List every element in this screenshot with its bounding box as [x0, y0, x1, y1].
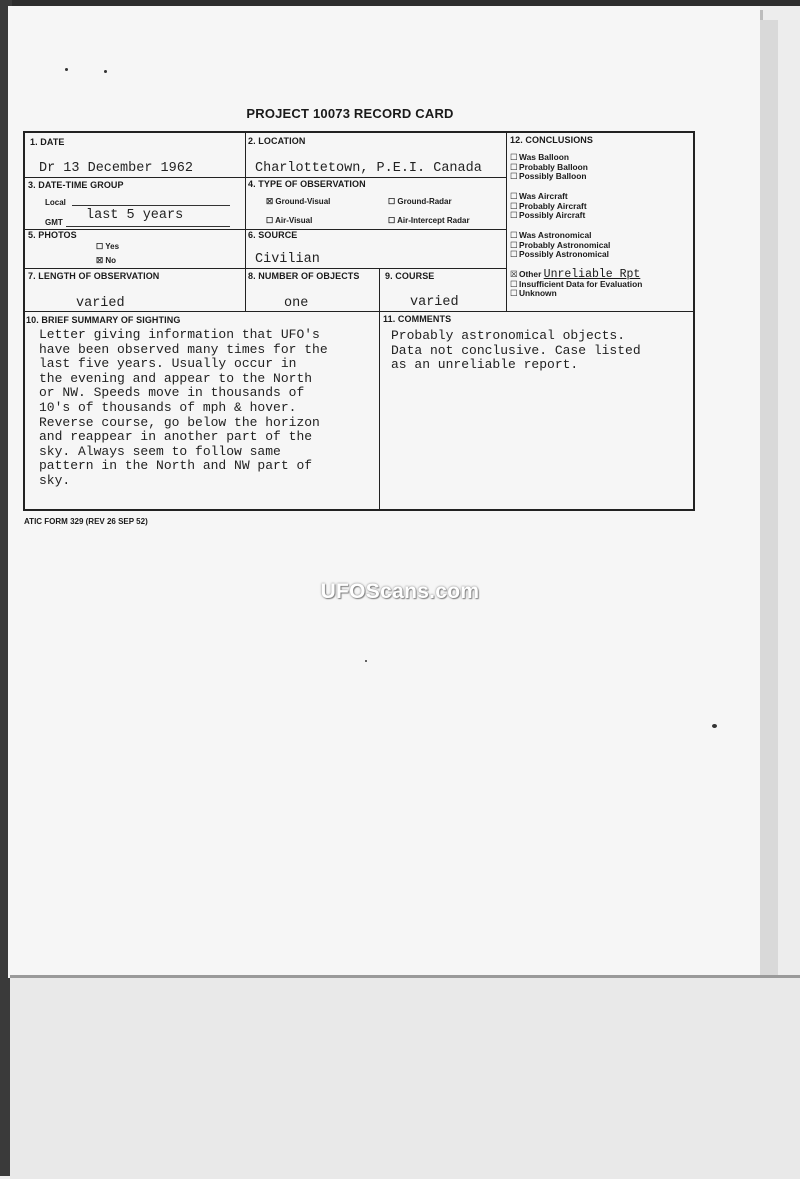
source-value: Civilian	[255, 252, 320, 267]
dtg-gmt-label: GMT	[45, 218, 63, 227]
conclusion-item: ☐Probably Balloon	[510, 161, 588, 172]
course-label: 9. COURSE	[385, 271, 435, 281]
conclusion-item: ☐Unknown	[510, 288, 557, 299]
conclusion-item: ☐Was Aircraft	[510, 191, 568, 201]
source-label: 6. SOURCE	[248, 230, 298, 240]
conclusion-item: ☐Was Astronomical	[510, 230, 592, 240]
date-value: Dr 13 December 1962	[39, 161, 193, 176]
photos-yes-checkbox: ☐ Yes	[96, 242, 120, 251]
scan-speck	[365, 660, 367, 662]
divider	[25, 311, 695, 312]
conclusions-group-aircraft	[510, 192, 587, 221]
conclusion-item: ☐Possibly Astronomical	[510, 249, 609, 260]
observation-type-label: 4. TYPE OF OBSERVATION	[248, 179, 366, 189]
watermark: UFOScans.com	[320, 580, 480, 603]
objects-value: one	[284, 296, 309, 311]
divider	[245, 133, 246, 311]
dtg-value: last 5 years	[86, 208, 184, 223]
dtg-label: 3. DATE-TIME GROUP	[28, 180, 124, 190]
conclusion-item: ☐Possibly Balloon	[510, 171, 587, 182]
conclusions-group-other	[510, 270, 642, 299]
scan-speck	[712, 724, 717, 728]
date-label: 1. DATE	[30, 137, 65, 147]
divider	[25, 177, 506, 178]
gmt-line	[66, 226, 230, 227]
conclusions-group-balloon	[510, 153, 588, 182]
photos-no-checkbox: ☒ No	[96, 256, 117, 265]
photos-label: 5. PHOTOS	[28, 230, 77, 240]
comments-text: Probably astronomical objects. Data not conclusive. Case listed as an unreliable report.	[391, 328, 641, 373]
conclusion-other: ☒Other Unreliable Rpt	[510, 268, 641, 281]
location-label: 2. LOCATION	[248, 136, 306, 146]
card-title: PROJECT 10073 RECORD CARD	[246, 106, 454, 121]
scan-speck	[104, 70, 107, 73]
dtg-local-label: Local	[45, 198, 66, 207]
local-line	[72, 205, 230, 206]
ground-visual-checkbox: ☒ Ground-Visual	[266, 197, 331, 206]
summary-text: Letter giving information that UFO's have been observed many times for the last five years. Usually occur in the evening and appear to the North or NW. Speeds move in thousands of 10's of thousands of mph & hover. Reverse course, go below the horizon and reappear in another part of the sky. Always seem to follow same pattern in the North and NW part of sky.	[39, 327, 328, 488]
conclusion-item: ☐Possibly Aircraft	[510, 210, 586, 221]
lower-sheet	[10, 975, 800, 1179]
ground-radar-checkbox: ☐ Ground-Radar	[388, 197, 452, 206]
divider	[25, 268, 506, 269]
length-label: 7. LENGTH OF OBSERVATION	[28, 271, 160, 281]
conclusions-group-astronomical	[510, 231, 610, 260]
conclusion-item: ☐Probably Aircraft	[510, 200, 587, 211]
scan-speck	[65, 68, 68, 71]
air-intercept-checkbox: ☐ Air-Intercept Radar	[388, 216, 470, 225]
divider	[506, 133, 507, 311]
form-footer: ATIC FORM 329 (REV 26 SEP 52)	[24, 517, 148, 526]
conclusions-label: 12. CONCLUSIONS	[510, 135, 594, 145]
comments-label: 11. COMMENTS	[383, 314, 452, 324]
course-value: varied	[410, 295, 459, 310]
summary-label: 10. BRIEF SUMMARY OF SIGHTING	[26, 315, 181, 325]
objects-label: 8. NUMBER OF OBJECTS	[248, 271, 360, 281]
air-visual-checkbox: ☐ Air-Visual	[266, 216, 313, 225]
conclusion-item: ☐Insufficient Data for Evaluation	[510, 278, 643, 289]
scan-edge	[760, 20, 778, 975]
conclusion-item: ☐Was Balloon	[510, 152, 569, 162]
divider	[379, 268, 380, 511]
conclusion-item: ☐Probably Astronomical	[510, 239, 611, 250]
length-value: varied	[76, 296, 125, 311]
location-value: Charlottetown, P.E.I. Canada	[255, 161, 482, 176]
conclusion-other-value: Unreliable Rpt	[543, 268, 641, 281]
